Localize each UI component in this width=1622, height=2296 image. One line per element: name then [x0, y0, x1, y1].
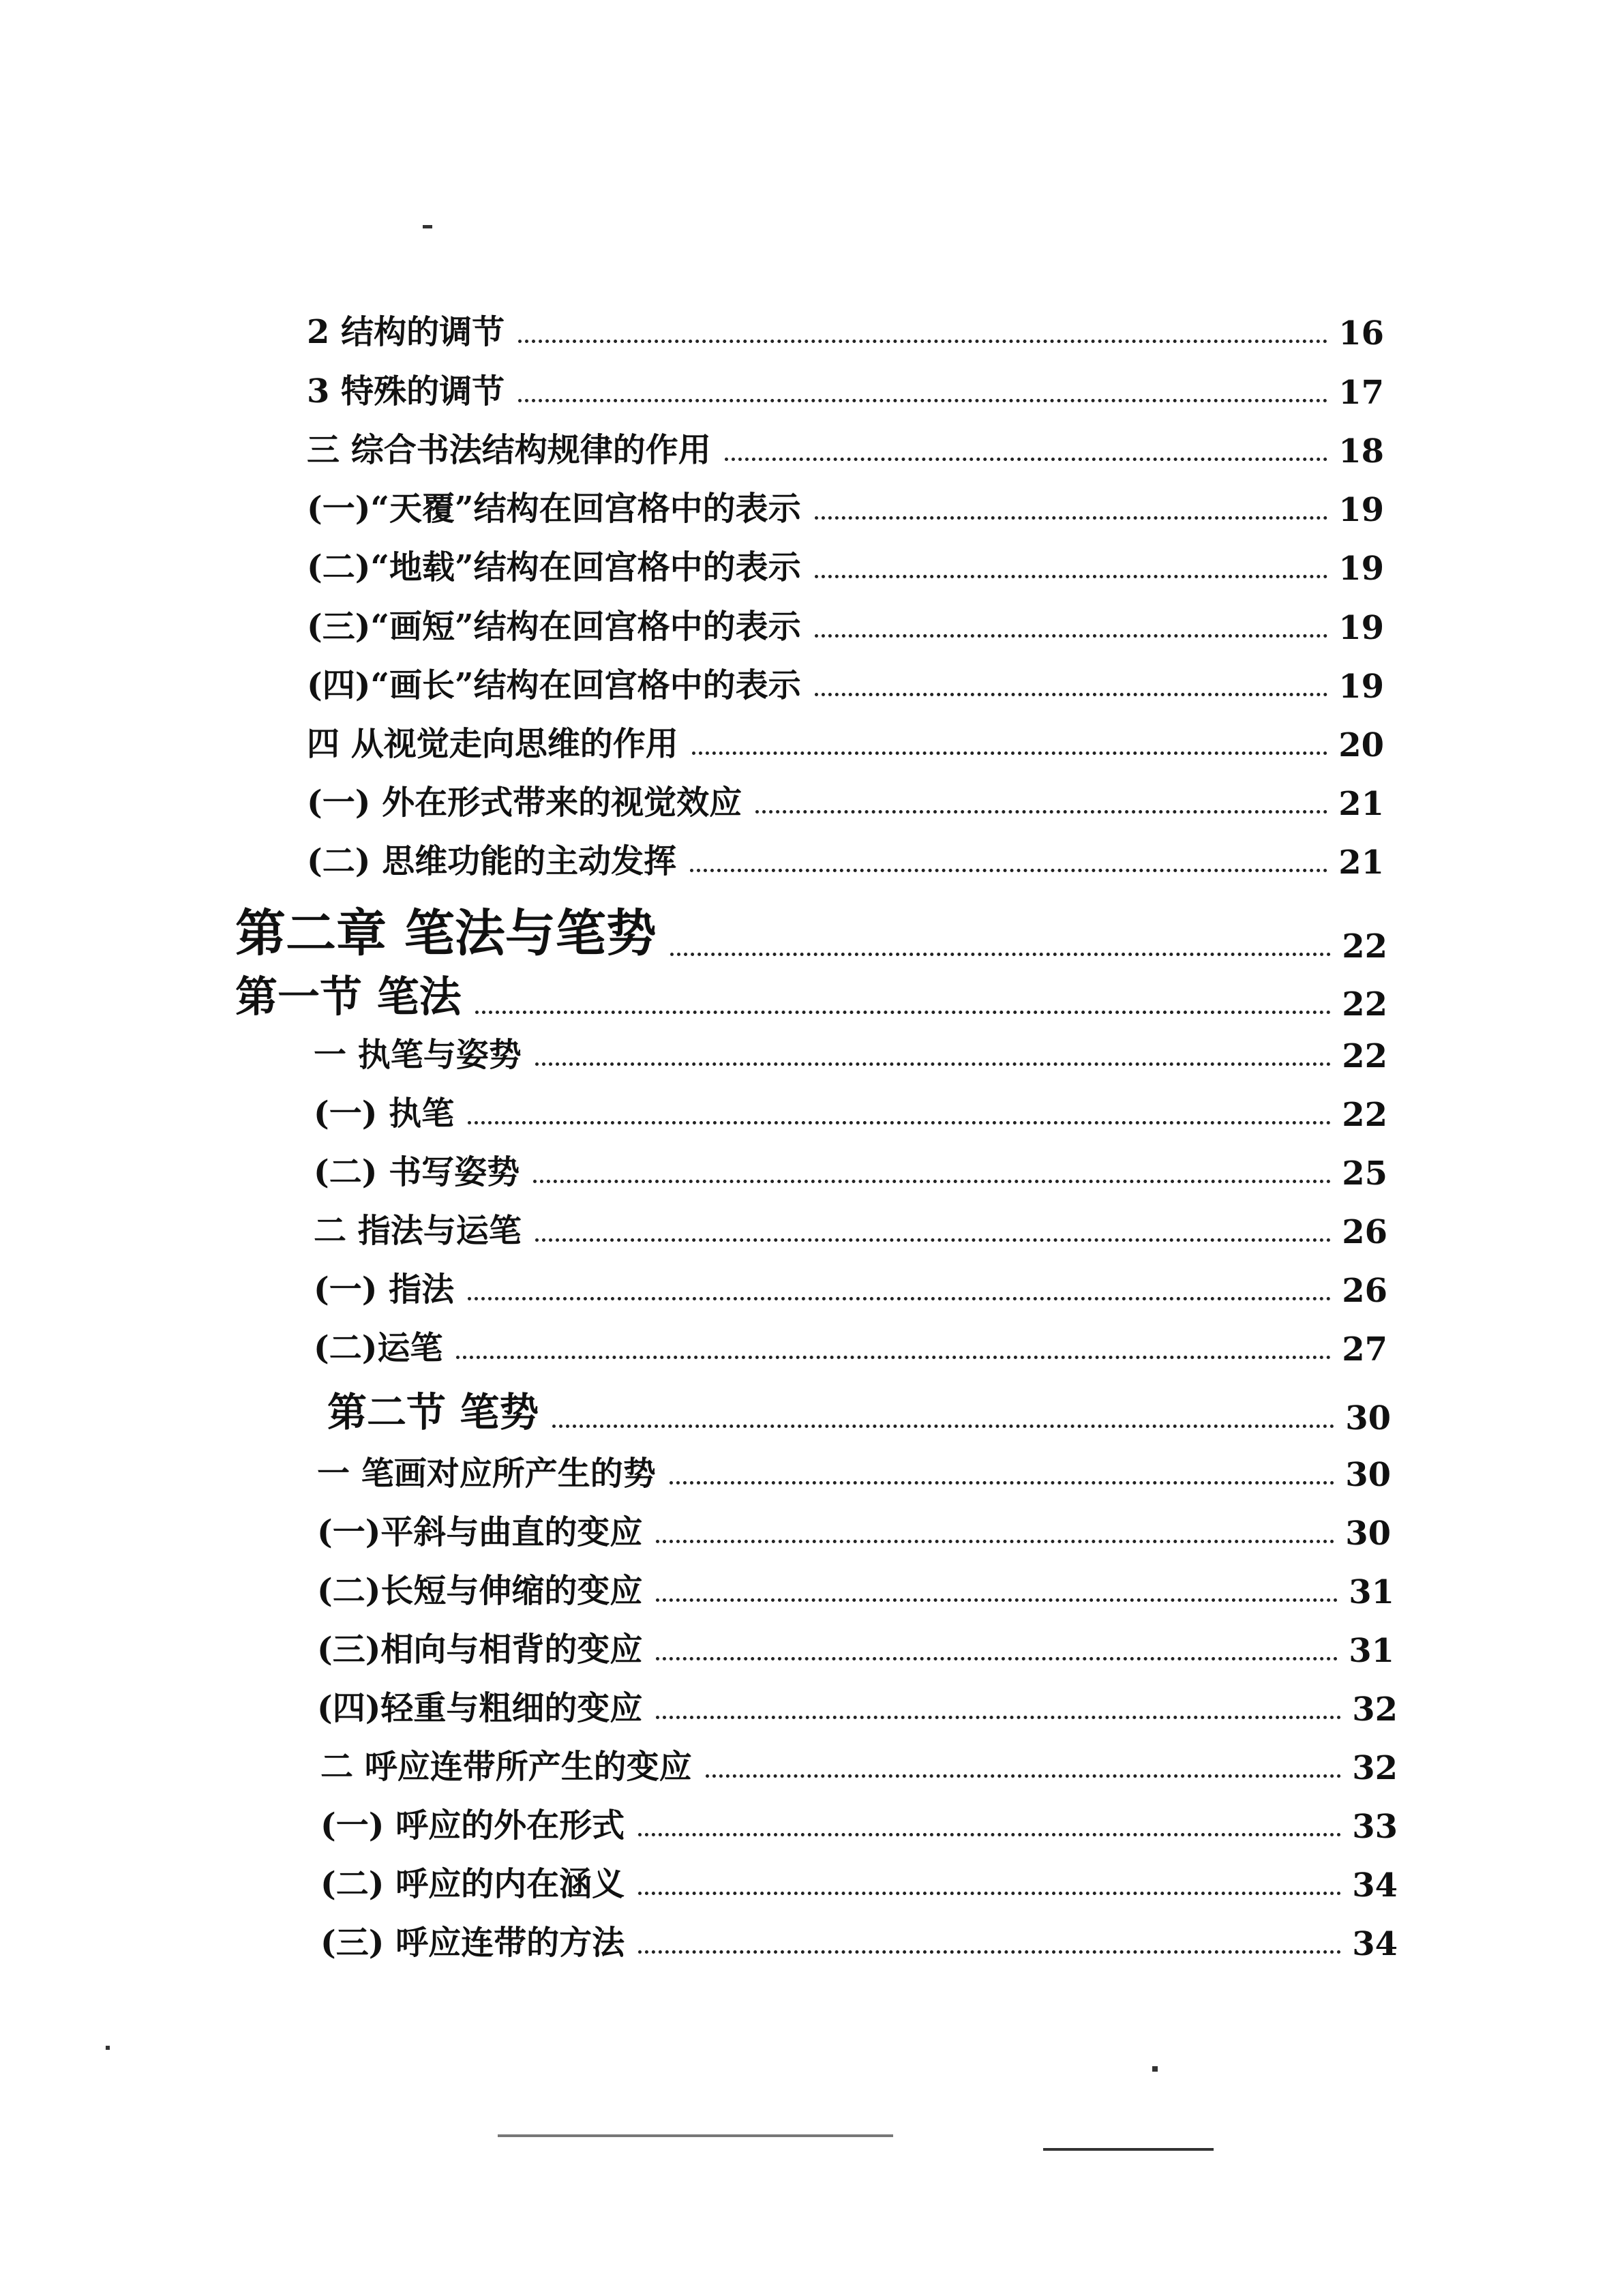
dot-leader [518, 340, 1327, 343]
toc-chapter-heading [235, 893, 1387, 966]
toc-entry-label: (一) 执笔 [314, 1094, 455, 1133]
toc-entry-label: 2 结构的调节 [307, 313, 505, 351]
toc-entry-label: 二 呼应连带所产生的变应 [320, 1748, 692, 1786]
toc-entry-page: 30 [1345, 1515, 1391, 1553]
dot-leader [656, 1657, 1338, 1660]
toc-entry-page: 32 [1352, 1749, 1398, 1787]
toc-entry-label: (一) 呼应的外在形式 [320, 1806, 625, 1845]
toc-entry-label: (二) 思维功能的主动发挥 [307, 842, 677, 880]
scan-speck [498, 2134, 893, 2137]
toc-entry-label: (三) 呼应连带的方法 [320, 1924, 625, 1962]
toc-entry-page: 19 [1338, 491, 1384, 529]
toc-entry [317, 1682, 1398, 1729]
dot-leader [815, 634, 1328, 638]
toc-entry [314, 1028, 1387, 1075]
toc-entry [314, 1146, 1387, 1193]
dot-leader [670, 953, 1331, 956]
toc-entry-page: 33 [1352, 1808, 1398, 1846]
toc-entry-label: (四)轻重与粗细的变应 [317, 1689, 643, 1727]
toc-entry-page: 16 [1338, 314, 1384, 353]
toc-entry-page: 31 [1349, 1573, 1394, 1611]
toc-entry [314, 1322, 1387, 1369]
dot-leader [638, 1892, 1341, 1895]
toc-entry [314, 1263, 1387, 1310]
toc-section-heading [235, 963, 1387, 1024]
toc-entry-label: (一) 外在形式带来的视觉效应 [307, 784, 742, 822]
toc-entry-page: 31 [1349, 1632, 1394, 1670]
scan-speck [423, 225, 432, 228]
toc-entry [320, 1858, 1398, 1905]
toc-entry [307, 423, 1384, 471]
dot-leader [518, 399, 1327, 402]
toc-entry-page: 30 [1345, 1399, 1391, 1437]
toc-entry-page: 32 [1352, 1690, 1398, 1729]
dot-leader [656, 1598, 1338, 1602]
toc-entry [317, 1506, 1391, 1553]
toc-entry-label: 第二节 笔势 [327, 1389, 539, 1435]
toc-entry-page: 30 [1345, 1456, 1391, 1494]
toc-entry-page: 34 [1352, 1925, 1398, 1963]
toc-entry-page: 22 [1342, 1096, 1387, 1134]
toc-entry-page: 20 [1338, 726, 1384, 764]
toc-entry-label: 3 特殊的调节 [307, 372, 505, 411]
toc-entry [307, 717, 1384, 764]
dot-leader [690, 869, 1327, 872]
dot-leader [535, 1238, 1331, 1242]
dot-leader [468, 1121, 1331, 1124]
toc-entry-label: (一)平斜与曲直的变应 [317, 1513, 643, 1551]
toc-entry-label: (二) 书写姿势 [314, 1153, 520, 1191]
toc-entry-label: (三)“画短”结构在回宫格中的表示 [307, 608, 801, 646]
toc-entry-page: 19 [1338, 550, 1384, 588]
toc-entry [307, 541, 1384, 588]
dot-leader [670, 1481, 1334, 1485]
toc-entry-page: 34 [1352, 1866, 1398, 1905]
toc-entry-label: (四)“画长”结构在回宫格中的表示 [307, 666, 801, 704]
toc-section-heading [327, 1380, 1391, 1437]
toc-entry [317, 1564, 1394, 1611]
toc-entry-label: (二) 呼应的内在涵义 [320, 1865, 625, 1903]
toc-entry-label: 三 综合书法结构规律的作用 [307, 431, 711, 469]
scan-speck [106, 2046, 110, 2050]
dot-leader [475, 1011, 1332, 1014]
dot-leader [468, 1297, 1331, 1300]
toc-entry-label: 一 笔画对应所产生的势 [317, 1455, 656, 1493]
dot-leader [815, 693, 1328, 696]
dot-leader [456, 1356, 1331, 1359]
toc-entry-page: 22 [1342, 985, 1387, 1024]
scan-speck [1043, 2148, 1214, 2151]
toc-entry-page: 19 [1338, 609, 1384, 647]
toc-entry [320, 1740, 1398, 1787]
toc-entry [307, 600, 1384, 647]
dot-leader [535, 1062, 1331, 1066]
toc-entry-label: 一 执笔与姿势 [314, 1036, 522, 1074]
toc-entry-page: 22 [1342, 1037, 1387, 1075]
dot-leader [638, 1833, 1341, 1836]
dot-leader [815, 575, 1328, 578]
toc-entry-label: 第二章 笔法与笔势 [235, 904, 657, 963]
toc-entry-label: (一)“天覆”结构在回宫格中的表示 [307, 490, 801, 528]
scan-speck [1152, 2066, 1158, 2072]
toc-entry [307, 835, 1384, 882]
dot-leader [552, 1425, 1334, 1428]
dot-leader [755, 810, 1327, 814]
toc-entry-label: 二 指法与运笔 [314, 1212, 522, 1250]
toc-entry [320, 1799, 1398, 1846]
toc-entry-label: (二)长短与伸缩的变应 [317, 1572, 643, 1610]
toc-entry-page: 26 [1342, 1213, 1387, 1251]
dot-leader [533, 1180, 1331, 1183]
dot-leader [815, 516, 1328, 520]
toc-entry-label: (三)相向与相背的变应 [317, 1630, 643, 1669]
toc-entry-label: (一) 指法 [314, 1270, 455, 1309]
toc-entry-label: 四 从视觉走向思维的作用 [307, 725, 678, 763]
toc-entry [307, 365, 1384, 412]
toc-entry-page: 17 [1338, 374, 1384, 412]
toc-entry-label: 第一节 笔法 [235, 972, 462, 1022]
toc-entry-label: (二)运笔 [314, 1329, 443, 1367]
dot-leader [656, 1540, 1334, 1543]
dot-leader [638, 1950, 1341, 1954]
toc-entry [314, 1087, 1387, 1134]
dot-leader [692, 751, 1327, 755]
toc-entry [320, 1916, 1398, 1963]
toc-entry-page: 18 [1338, 432, 1384, 471]
toc-entry-page: 21 [1338, 785, 1384, 823]
toc-entry-page: 26 [1342, 1272, 1387, 1310]
toc-entry-label: (二)“地载”结构在回宫格中的表示 [307, 548, 801, 586]
toc-entry [307, 776, 1384, 823]
toc-entry [307, 659, 1384, 706]
dot-leader [706, 1774, 1341, 1778]
toc-entry [317, 1447, 1391, 1494]
toc-entry-page: 21 [1338, 844, 1384, 882]
toc-entry [317, 1623, 1394, 1670]
toc-entry-page: 27 [1342, 1330, 1387, 1369]
toc-entry-page: 22 [1342, 927, 1387, 966]
dot-leader [725, 458, 1327, 461]
dot-leader [656, 1716, 1341, 1719]
toc-entry [314, 1204, 1387, 1251]
toc-entry [307, 482, 1384, 529]
toc-entry-page: 19 [1338, 668, 1384, 706]
toc-entry-page: 25 [1342, 1154, 1387, 1193]
toc-entry [307, 305, 1384, 353]
